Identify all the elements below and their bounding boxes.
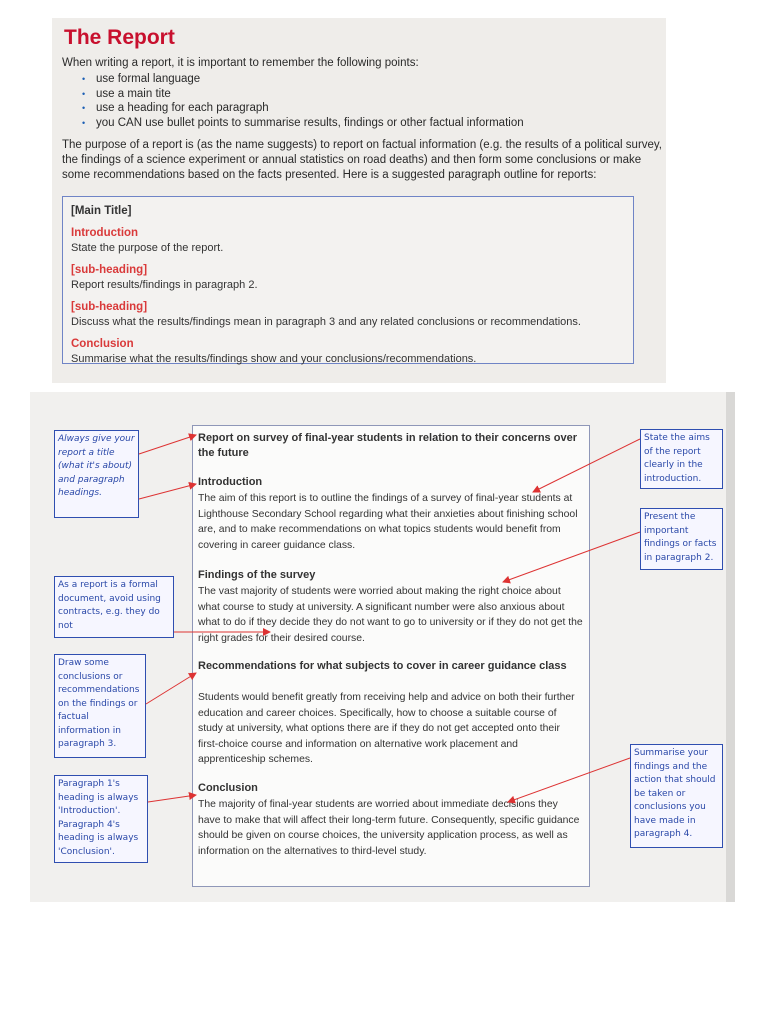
- outline-heading-introduction: Introduction: [71, 227, 139, 239]
- paragraph-outline-box: [62, 196, 634, 364]
- list-item: • use a heading for each paragraph: [82, 101, 524, 116]
- outline-heading-subheading: [sub-heading]: [71, 264, 148, 276]
- page-title: The Report: [64, 26, 175, 49]
- arrow: [139, 435, 196, 454]
- intro-text: When writing a report, it is important to remember the following points:: [62, 57, 419, 69]
- list-item: • use a main tite: [82, 87, 524, 102]
- section-heading: Recommendations for what subjects to cover in career guidance class: [198, 660, 567, 672]
- outline-text: State the purpose of the report.: [71, 242, 224, 254]
- outline-heading-subheading: [sub-heading]: [71, 301, 148, 313]
- section-text: The majority of final-year students are worried about immediate decisions they have to make that will affect their long-term future. Consequently, specific guidance should be given on course choices, the university application process, as well as information on the alternatives to third-level study.: [198, 799, 580, 857]
- list-item: • you CAN use bullet points to summarise results, findings or other factual information: [82, 116, 524, 131]
- annotation-note: As a report is a formal document, avoid using contracts, e.g. they do not: [54, 576, 174, 638]
- sample-report-box: [192, 425, 590, 887]
- sample-report-page: [30, 392, 735, 902]
- section-text: The vast majority of students were worried about making the right choice about what course to study at university. A significant number were also anxious about what to do if they decide they do not want to go to university or if they do not get the right grades for their desired course.: [198, 586, 583, 644]
- report-guide-page: [52, 18, 666, 383]
- annotation-note: Present the important findings or facts in paragraph 2.: [640, 508, 723, 570]
- list-item: • use formal language: [82, 72, 524, 87]
- section-text: Students would benefit greatly from receiving help and advice on both their further education and career choices. Specifically, how to choose a suitable course of study at university, what options there are if they do not get accepted onto their first-choice course and information on alternative work placement and apprenticeship schemes.: [198, 692, 575, 765]
- arrow: [146, 673, 196, 704]
- outline-text: Report results/findings in paragraph 2.: [71, 279, 258, 291]
- outline-main-title: [Main Title]: [71, 205, 132, 217]
- section-heading: Findings of the survey: [198, 569, 316, 581]
- annotation-note: Always give your report a title (what it's about) and paragraph headings.: [54, 430, 139, 518]
- annotation-note: Summarise your findings and the action that should be taken or conclusions you have made in paragraph 4.: [630, 744, 723, 848]
- annotation-note: State the aims of the report clearly in the introduction.: [640, 429, 723, 489]
- section-text: The aim of this report is to outline the findings of a survey of final-year students at Lighthouse Secondary School regarding what their anxieties about finishing school are, and to make recommendations on what topics students would benefit from covering in career guidance class.: [198, 493, 578, 551]
- annotation-note: Paragraph 1's heading is always 'Introduction'. Paragraph 4's heading is always 'Conclusion'.: [54, 775, 148, 863]
- arrow: [139, 484, 196, 499]
- arrow: [148, 795, 196, 802]
- annotation-note: Draw some conclusions or recommendations on the findings or factual information in paragraph 3.: [54, 654, 146, 758]
- points-list: [82, 72, 524, 130]
- outline-text: Summarise what the results/findings show and your conclusions/recommendations.: [71, 353, 477, 365]
- outline-text: Discuss what the results/findings mean in paragraph 3 and any related conclusions or recommendations.: [71, 316, 581, 328]
- purpose-paragraph: The purpose of a report is (as the name suggests) to report on factual information (e.g. the results of a political survey, the findings of a science experiment or annual statistics on road deaths) and then form some conclusions or make some recommendations based on the facts presented. Here is a suggested paragraph outline for reports:: [62, 139, 663, 181]
- page-edge: [726, 392, 735, 902]
- section-heading: Introduction: [198, 476, 263, 488]
- section-heading: Conclusion: [198, 782, 258, 794]
- report-title: Report on survey of final-year students in relation to their concerns over the future: [198, 432, 577, 459]
- outline-heading-conclusion: Conclusion: [71, 338, 134, 350]
